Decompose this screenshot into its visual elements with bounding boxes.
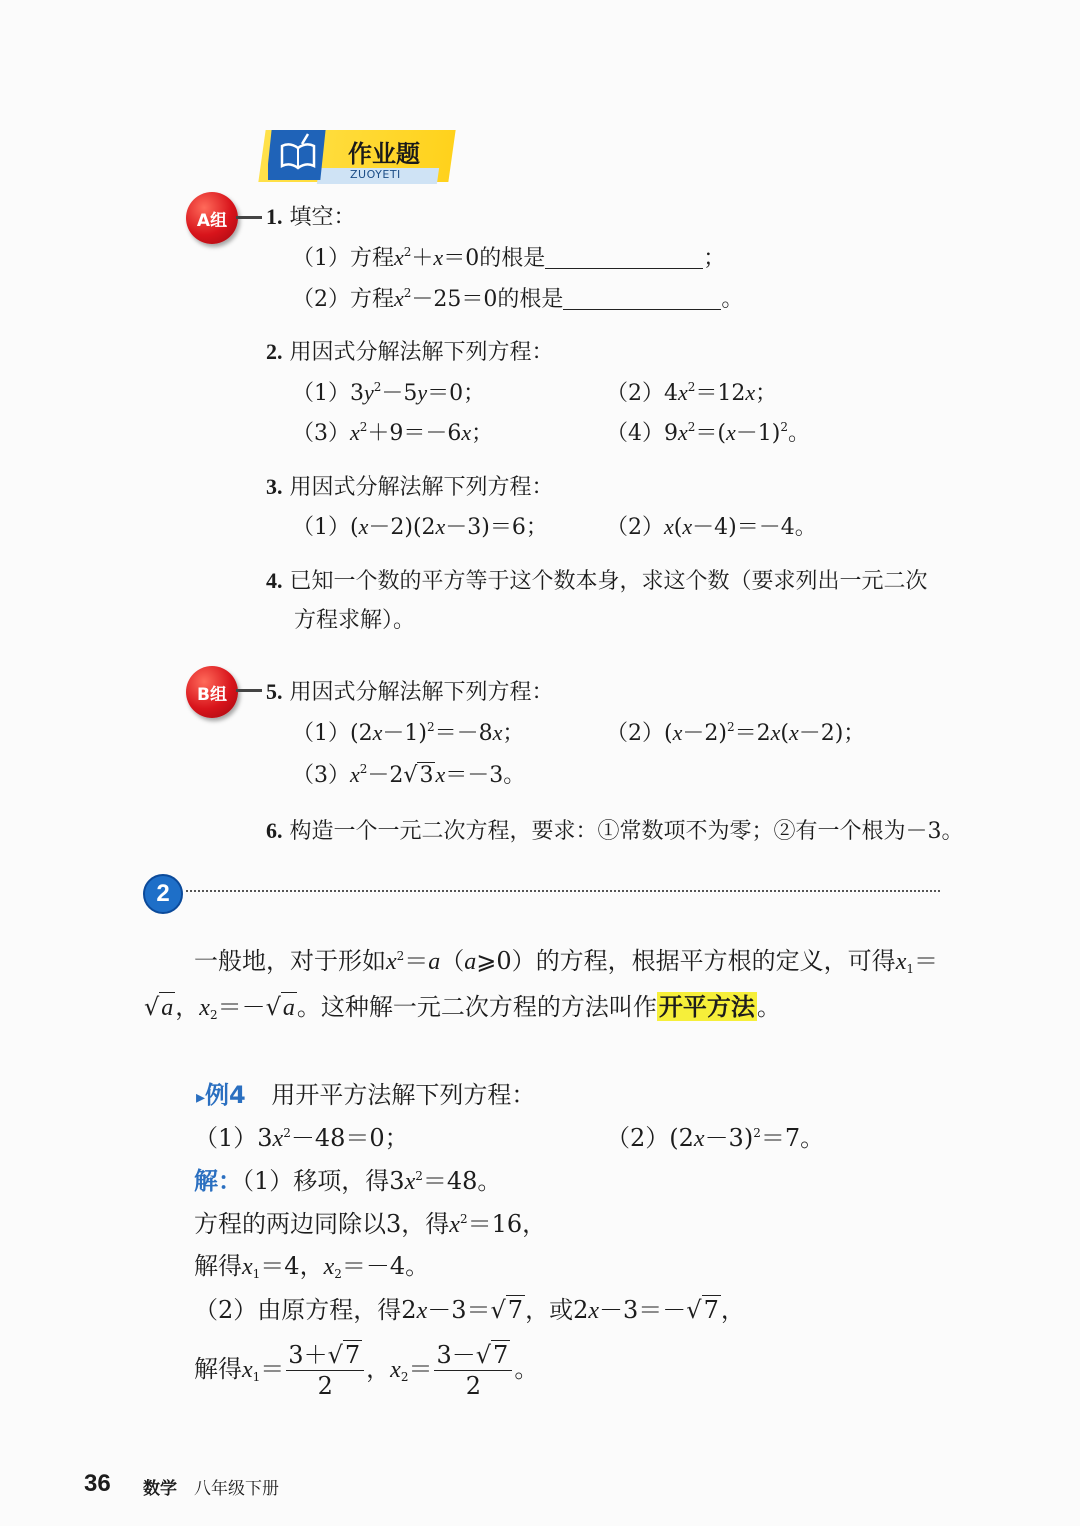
group-a-pointer bbox=[236, 216, 262, 219]
answer-blank[interactable] bbox=[563, 287, 721, 310]
intro-line-2: √a，$x_2=-√a$。这种解一元二次方程的方法叫作开平方法。 bbox=[144, 992, 781, 1022]
equation-5-1: $(1)(2x-1)^2=-8x$； bbox=[292, 720, 525, 746]
page-number: 36 bbox=[84, 1470, 111, 1497]
solution-text: 方程的两边同除以3，得 bbox=[194, 1210, 450, 1238]
question-6 bbox=[266, 816, 964, 847]
example-4-heading bbox=[196, 1078, 535, 1115]
example-label: 例4 bbox=[205, 1081, 246, 1109]
question-number: 5. bbox=[266, 679, 283, 704]
footer-book-title: 八年级下册 bbox=[194, 1479, 279, 1499]
equation-2-3: $(3)x^2+9=-6x$； bbox=[292, 420, 494, 446]
question-text: 用因式分解法解下列方程： bbox=[289, 680, 554, 705]
group-a-badge bbox=[186, 192, 238, 244]
section-divider bbox=[186, 890, 940, 892]
section-number: 2 bbox=[156, 880, 170, 907]
group-b-badge bbox=[186, 666, 238, 718]
question-4-line-2: 方程求解）。 bbox=[294, 608, 416, 633]
solution-text: （1）移项，得 bbox=[242, 1167, 390, 1195]
equation-5-2: $(2)(x-2)^2=2x(x-2)$； bbox=[606, 720, 866, 746]
question-3 bbox=[266, 472, 554, 503]
part-suffix: 的根是 bbox=[497, 287, 564, 312]
part-prefix: （1）方程 bbox=[292, 246, 394, 271]
question-1 bbox=[266, 202, 356, 233]
key-term-highlight: 开平方法 bbox=[658, 992, 755, 1021]
solution-step-3: 解得$x_1=4$，$x_2=-4$。 bbox=[194, 1252, 430, 1281]
question-number: 1. bbox=[266, 204, 283, 229]
question-4 bbox=[266, 566, 928, 597]
banner-title: 作业题 bbox=[348, 140, 420, 168]
question-number: 2. bbox=[266, 339, 283, 364]
banner-subtitle: ZUOYETI bbox=[350, 168, 401, 181]
intro-line-1: 一般地，对于形如$x^2=a(a⩾0)$的方程，根据平方根的定义，可得$x_1=$ bbox=[194, 947, 938, 976]
equation-5-3: $(3)x^2-2√3x=-3$。 bbox=[292, 762, 526, 788]
solution-step-2: 方程的两边同除以3，得$x^2=16$， bbox=[194, 1210, 547, 1238]
question-text: 构造一个一元二次方程，要求：①常数项不为零；②有一个根为－3。 bbox=[289, 819, 964, 844]
intro-text: 。这种解一元二次方程的方法叫作 bbox=[296, 993, 657, 1021]
part-end: ； bbox=[703, 246, 726, 271]
question-text: 用因式分解法解下列方程： bbox=[289, 475, 554, 500]
equation-2-1: $(1)3y^2-5y=0$； bbox=[292, 380, 486, 406]
question-number: 6. bbox=[266, 818, 283, 843]
part-prefix: （2）方程 bbox=[292, 287, 394, 312]
question-number: 4. bbox=[266, 568, 283, 593]
solution-step-1: 解：（1）移项，得$3x^2=48$。 bbox=[194, 1167, 502, 1195]
example-equation-2: $(2)(2x-3)^2=7$。 bbox=[606, 1124, 825, 1152]
question-text: 填空： bbox=[289, 205, 356, 230]
solution-step-4: （2）由原方程，得2x－3＝√7，或2x－3＝－√7， bbox=[194, 1296, 745, 1324]
equation-3-2: （2）x(x－4)＝－4。 bbox=[606, 514, 817, 540]
intro-text: 的方程，根据平方根的定义，可得 bbox=[535, 947, 896, 975]
solution-text: 解得 bbox=[194, 1252, 242, 1280]
solution-text: 解得 bbox=[194, 1355, 242, 1383]
group-b-pointer bbox=[236, 689, 262, 692]
solution-step-5: 解得$x_1=$ $\frac{3+√7}{2}$ ，$x_2=$ $\frac{3-√7}{2}$ 。 bbox=[194, 1341, 539, 1400]
part-end: 。 bbox=[721, 287, 744, 312]
answer-blank[interactable] bbox=[545, 246, 703, 269]
intro-text: 。 bbox=[756, 993, 781, 1021]
footer-subject: 数学 bbox=[143, 1479, 177, 1499]
example-equation-1: $(1)3x^2-48=0$； bbox=[194, 1124, 409, 1152]
equation-3-1: （1）(x－2)(2x－3)＝6； bbox=[292, 514, 548, 540]
question-5 bbox=[266, 677, 554, 708]
book-icon bbox=[268, 126, 330, 182]
group-a-label: A组 bbox=[196, 210, 228, 231]
equation-2-2: $(2)4x^2=12x$； bbox=[606, 380, 778, 406]
question-number: 3. bbox=[266, 474, 283, 499]
question-text: 已知一个数的平方等于这个数本身，求这个数（要求列出一元二次 bbox=[289, 569, 928, 594]
section-number-badge bbox=[143, 874, 183, 914]
equation-2-4: $(4)9x^2=(x-1)^2$。 bbox=[606, 420, 811, 446]
solution-text: （2）由原方程，得 bbox=[194, 1296, 402, 1324]
question-text: 用因式分解法解下列方程： bbox=[289, 340, 554, 365]
question-1-part-2: （2）方程$x^2-25=0$的根是 。 bbox=[292, 286, 744, 312]
intro-text: 一般地，对于形如 bbox=[194, 947, 386, 975]
example-text: 用开平方法解下列方程： bbox=[271, 1081, 536, 1109]
part-suffix: 的根是 bbox=[479, 246, 546, 271]
group-b-label: B组 bbox=[197, 684, 227, 705]
solution-label: 解： bbox=[194, 1167, 242, 1195]
question-1-part-1: （1）方程$x^2+x=0$的根是 ； bbox=[292, 245, 726, 271]
triangle-arrow-icon: ▸ bbox=[196, 1087, 206, 1108]
question-2 bbox=[266, 337, 554, 368]
